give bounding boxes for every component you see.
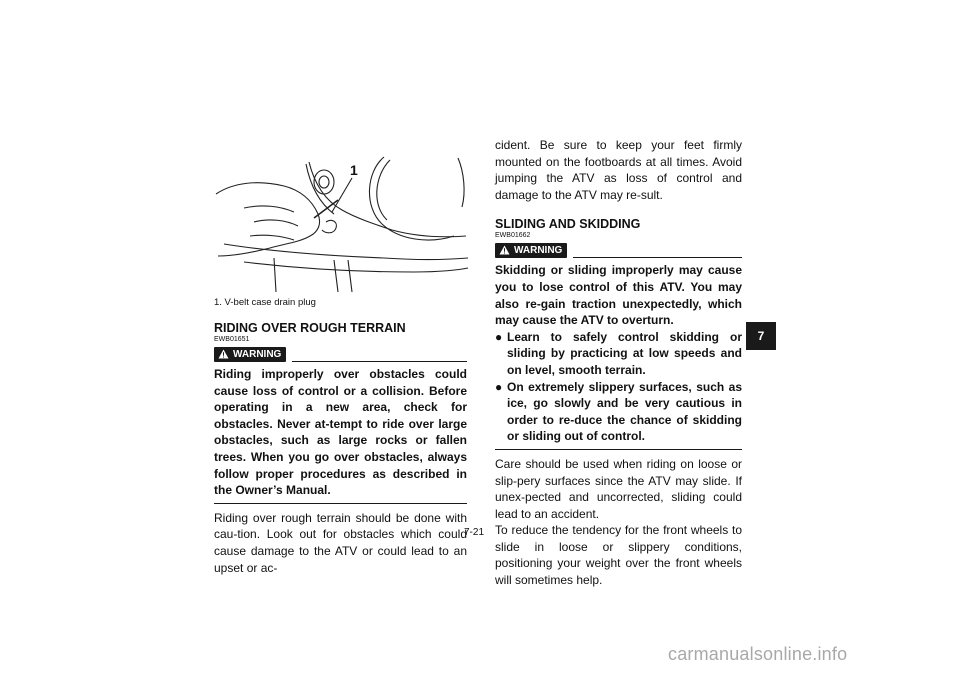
warning-end-rule: [214, 503, 467, 504]
warning-rule: [573, 257, 742, 258]
bullet-text: On extremely slippery surfaces, such as ice, go slowly and be very cautious in order to re-duce the chance of skidding or sliding out of control.: [507, 379, 742, 444]
bullet-text: Learn to safely control skidding or sliding by practicing at low speeds and on level, smooth terrain.: [507, 329, 742, 377]
section-code: EWB01651: [214, 336, 250, 343]
drain-plug-illustration: [214, 152, 469, 294]
section-code: EWB01662: [495, 232, 531, 240]
section-title-sliding: SLIDING AND SKIDDING: [495, 217, 641, 232]
warning-triangle-icon: [218, 349, 229, 359]
warning-text: Riding improperly over obstacles could cause loss of control or a collision. Before operating in a new area, check for obstacles. Never at-tempt to ride over large obstacles, such as large rocks or fallen trees. When you go over obstacles, always follow proper procedures as described in the Owner’s Manual.: [214, 367, 467, 498]
warning-text: Skidding or sliding improperly may cause you to lose control of this ATV. You may also re-gain traction unexpectedly, which may cause the ATV to overturn.: [495, 263, 742, 328]
figure-caption: 1. V-belt case drain plug: [214, 297, 316, 308]
warning-triangle-icon: [499, 245, 510, 255]
illustration-drawing: [214, 152, 469, 294]
warning-header: [495, 242, 742, 258]
chapter-tab: 7: [746, 322, 776, 350]
body-text: To reduce the tendency for the front wheels to slide in loose or slippery conditions, positioning your weight over the front wheels will sometimes help.: [495, 523, 742, 588]
list-item: [495, 379, 742, 445]
list-item: [495, 329, 742, 379]
bullet-dot: ●: [495, 329, 503, 344]
warning-badge: [214, 347, 286, 362]
page-number: 7-21: [464, 527, 485, 538]
watermark: carmanualsonline.info: [668, 644, 848, 664]
warning-label: WARNING: [514, 244, 563, 256]
warning-header: [214, 346, 467, 362]
section-title-rough-terrain: RIDING OVER ROUGH TERRAIN: [214, 321, 406, 335]
body-text: Care should be used when riding on loose or slip-pery surfaces since the ATV may slide. If unex-pected and uncorrected, sliding could lead to an accident.: [495, 456, 742, 521]
warning-bullets: [495, 329, 742, 445]
right-column: [495, 137, 742, 589]
left-column: [214, 321, 467, 576]
warning-badge: [495, 243, 567, 258]
warning-label: WARNING: [233, 348, 282, 360]
callout-number: 1: [350, 162, 358, 178]
continued-text: cident. Be sure to keep your feet firmly mounted on the footboards at all times. Avoid jumping the ATV as loss of control and damage to the ATV may re-sult.: [495, 138, 742, 202]
warning-rule: [292, 361, 467, 362]
warning-end-rule: [495, 449, 742, 450]
bullet-dot: ●: [495, 379, 503, 394]
body-text: Riding over rough terrain should be done with cau-tion. Look out for obstacles which could cause damage to the ATV or could lead to an upset or ac-: [214, 510, 467, 575]
